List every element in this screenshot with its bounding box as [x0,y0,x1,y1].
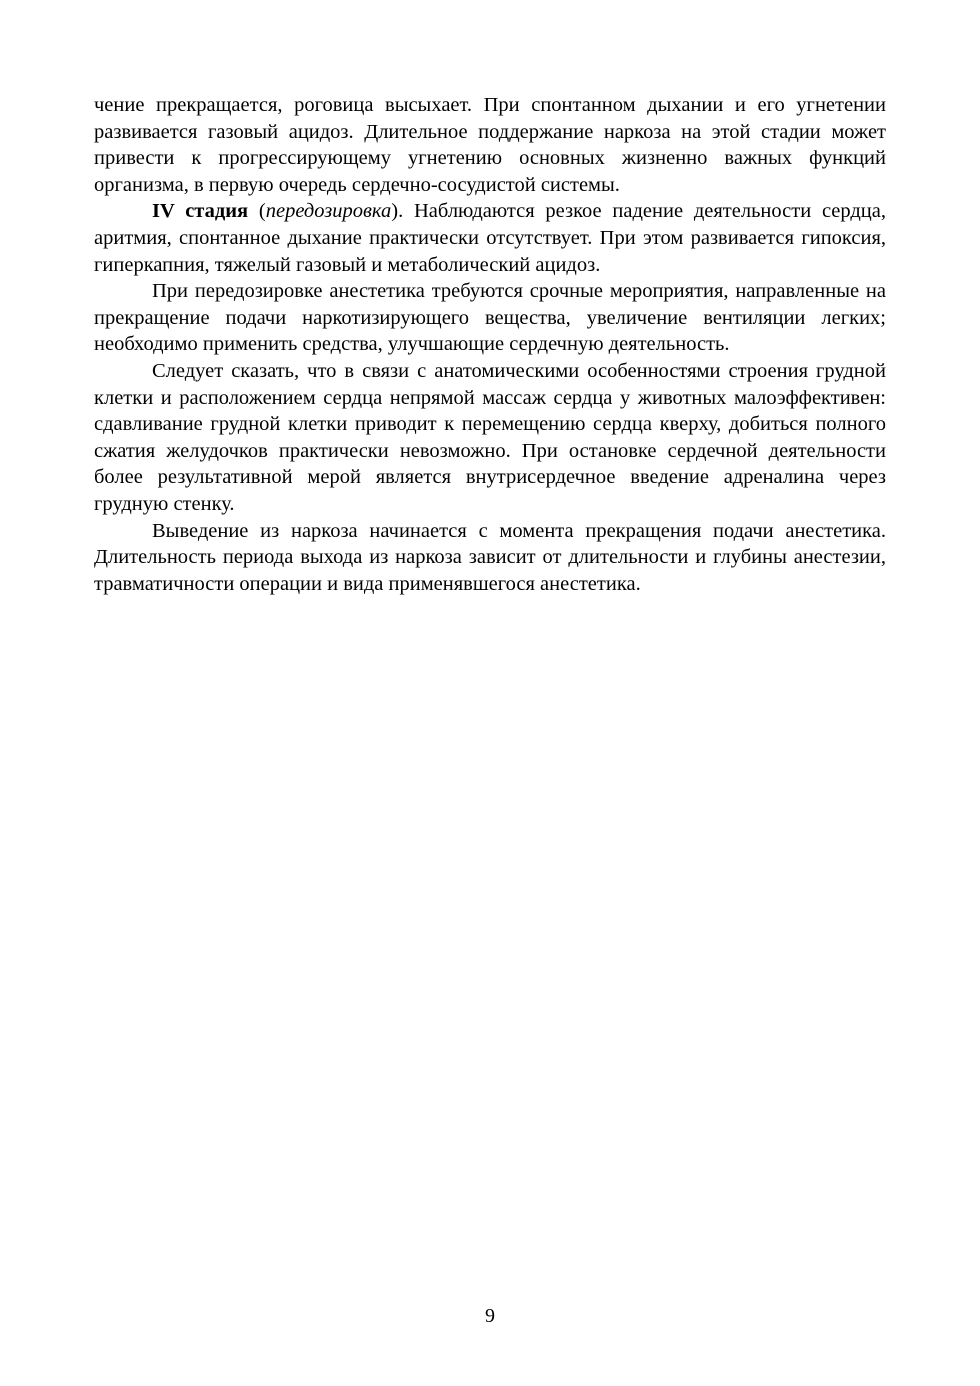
paragraph-heart-massage: Следует сказать, что в связи с анатомическими особенностями строения грудной клетки и расположением сердца непрямой массаж сердца у животных малоэффективен: сдавливание грудной клетки приводит к перемещению сердца кверху, добиться полного сжатия желудочков практически невозможно. При остановке сердечной деятельности более результативной мерой является внутрисердечное введение адреналина через грудную стенку. [94,359,886,515]
stage-paren-close: ). [391,200,404,223]
stage-paren-open: ( [248,200,266,223]
stage-description: Наблюдаются резкое падение деятельности сердца, аритмия, спонтанное дыхание практически отсутствует. При этом развивается гипоксия, гиперкапния, тяжелый газовый и метаболический ацидоз. [94,200,887,276]
paragraph-overdose-measures: При передозировке анестетика требуются срочные мероприятия, направленные на прекращение подачи наркотизирующего вещества, увеличение вентиляции легких; необходимо применить средства, улучшающие сердечную деятельность. [94,280,886,356]
stage-subtitle: передозировка [265,200,392,223]
paragraph-stage-iv [94,198,886,278]
document-body [94,92,886,597]
page-number: 9 [485,1305,495,1327]
stage-heading: IV стадия [152,200,249,223]
paragraph-recovery: Выведение из наркоза начинается с момента прекращения подачи анестетика. Длительность периода выхода из наркоза зависит от длительности и глубины анестезии, травматичности операции и вида применявшегося анестетика. [94,519,886,595]
paragraph-continuation: чение прекращается, роговица высыхает. При спонтанном дыхании и его угнетении развивается газовый ацидоз. Длительное поддержание наркоза на этой стадии может привести к прогрессирующему угнетению основных жизненно важных функций организма, в первую очередь сердечно-сосудистой системы. [94,94,886,196]
